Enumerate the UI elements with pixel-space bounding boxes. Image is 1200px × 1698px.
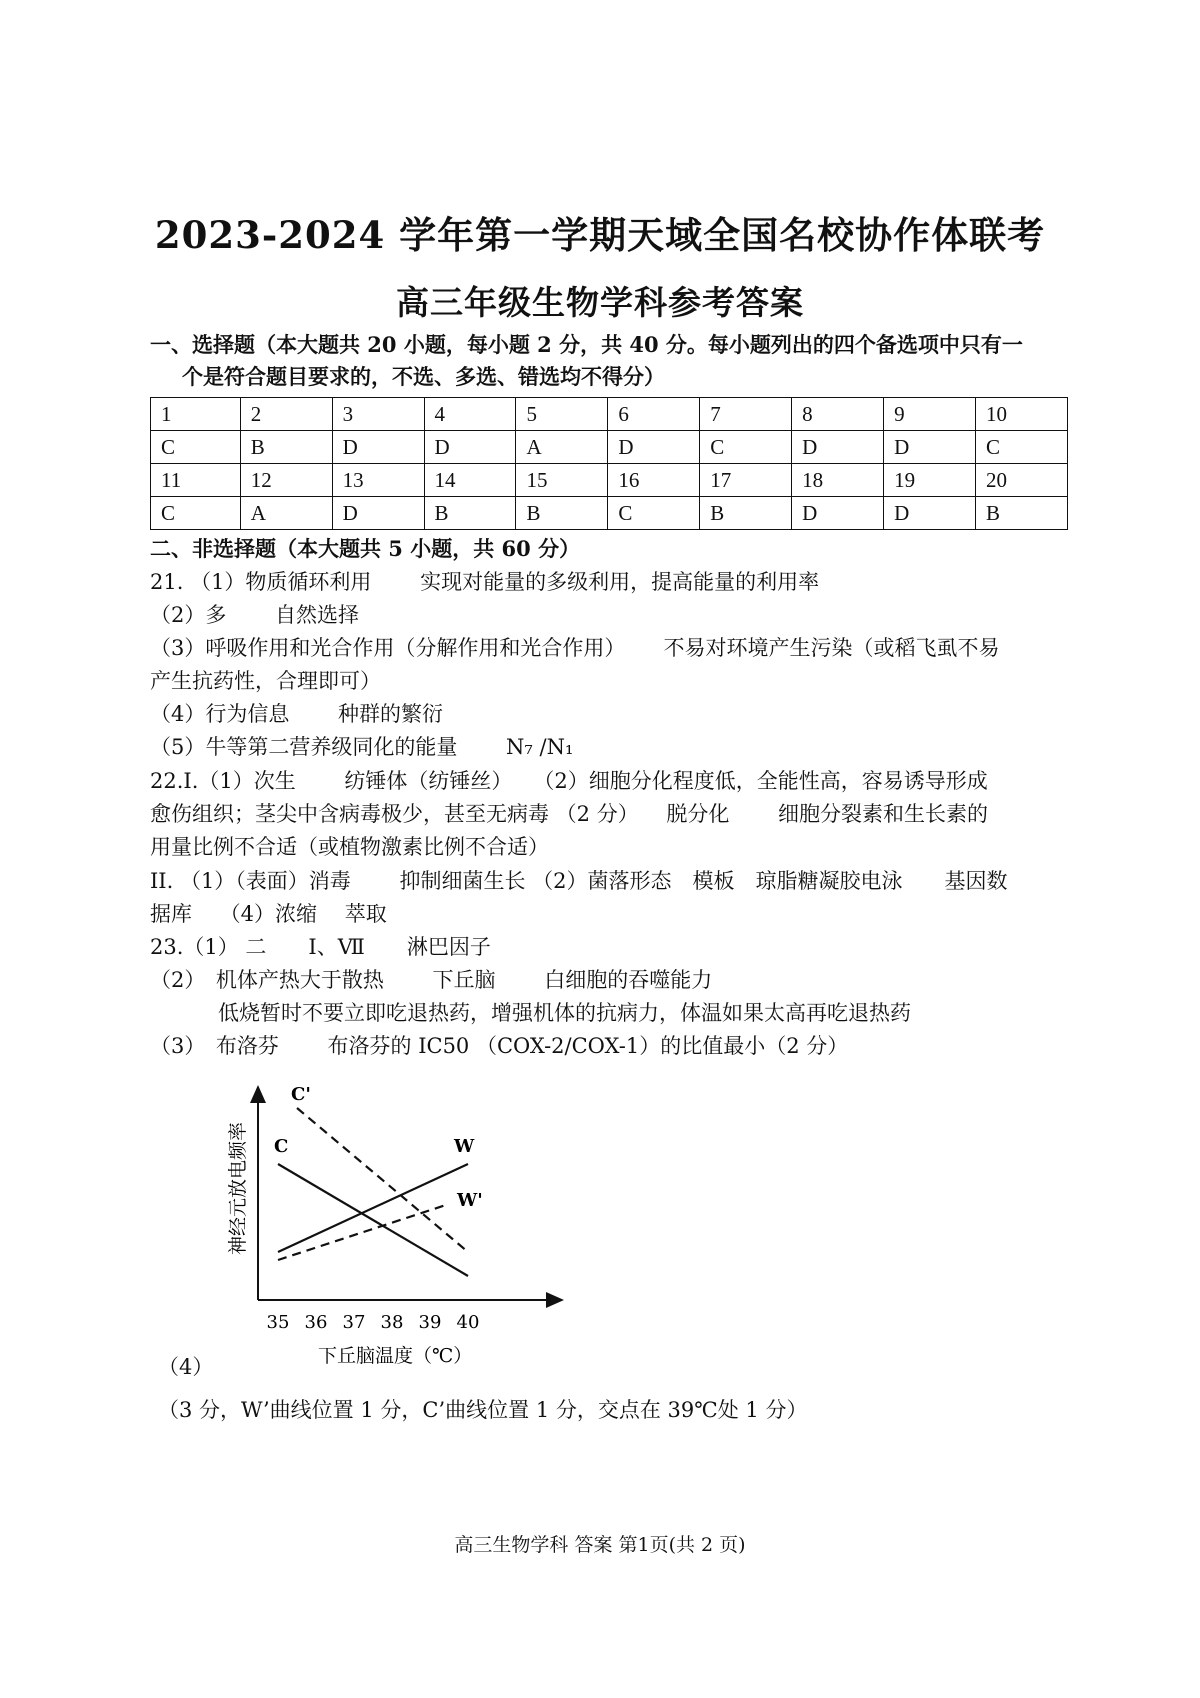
answer-23-4-label: （4）	[158, 1355, 214, 1379]
table-cell: D	[792, 497, 884, 530]
table-cell: B	[975, 497, 1067, 530]
page-footer: 高三生物学科 答案 第1页(共 2 页)	[454, 1534, 746, 1556]
answer-22-1: 22.Ⅰ.（1）次生 纺锤体（纺锤丝） （2）细胞分化程度低，全能性高，容易诱导形成	[150, 769, 988, 793]
table-cell: 16	[608, 464, 700, 497]
table-cell: 11	[151, 464, 241, 497]
y-axis-label: 神经元放电频率	[227, 1121, 249, 1255]
table-cell: 1	[151, 398, 241, 431]
table-cell: 9	[884, 398, 976, 431]
answer-23-2: （2） 机体产热大于散热 下丘脑 白细胞的吞噬能力	[150, 968, 713, 992]
table-cell: 15	[516, 464, 608, 497]
table-cell: B	[516, 497, 608, 530]
answer-22-II-1: II. （1）（表面）消毒 抑制细菌生长 （2）菌落形态 模板 琼脂糖凝胶电泳 基因数	[150, 869, 1008, 893]
table-cell: D	[332, 431, 424, 464]
table-cell: D	[332, 497, 424, 530]
answer-23-1: 23.（1） 二 Ⅰ、Ⅶ 淋巴因子	[150, 935, 491, 959]
table-cell: 3	[332, 398, 424, 431]
series-line	[278, 1164, 468, 1276]
x-tick-label: 36	[304, 1312, 328, 1333]
table-cell: 8	[792, 398, 884, 431]
table-cell: 4	[424, 398, 516, 431]
table-cell: A	[240, 497, 332, 530]
x-tick-label: 35	[266, 1312, 290, 1333]
table-cell: C	[608, 497, 700, 530]
table-cell: 14	[424, 464, 516, 497]
answer-22-3: 用量比例不合适（或植物激素比例不合适）	[150, 835, 549, 859]
x-tick-label: 37	[342, 1312, 366, 1333]
answer-21-4: （4）行为信息 种群的繁衍	[150, 702, 444, 726]
table-cell: 19	[884, 464, 976, 497]
series-label: C'	[291, 1084, 311, 1105]
answer-23-4-note: （3 分，W’曲线位置 1 分，C’曲线位置 1 分，交点在 39℃处 1 分）	[158, 1398, 808, 1422]
answer-table	[150, 397, 1068, 530]
x-tick-label: 38	[380, 1312, 404, 1333]
answer-21-5: （5）牛等第二营养级同化的能量 N₇ /N₁	[150, 735, 574, 759]
answer-23-2-cont: 低烧暂时不要立即吃退热药，增强机体的抗病力，体温如果太高再吃退热药	[218, 1001, 911, 1025]
table-cell: 17	[700, 464, 792, 497]
table-row-numbers	[151, 464, 1068, 497]
section1-heading-line1: 一、选择题（本大题共 20 小题，每小题 2 分，共 40 分。每小题列出的四个备选项中只有一	[150, 332, 1023, 357]
x-tick-label: 40	[456, 1312, 480, 1333]
section1-heading-line2: 个是符合题目要求的，不选、多选、错选均不得分）	[182, 364, 665, 389]
table-cell: 18	[792, 464, 884, 497]
answer-21-1: 21. （1）物质循环利用 实现对能量的多级利用，提高能量的利用率	[150, 570, 820, 594]
table-cell: 6	[608, 398, 700, 431]
answer-21-2: （2）多 自然选择	[150, 603, 360, 627]
series-lines	[274, 1084, 483, 1276]
table-row-answers	[151, 497, 1068, 530]
table-cell: D	[884, 431, 976, 464]
x-axis-label: 下丘脑温度（℃）	[318, 1345, 473, 1367]
series-label: W	[454, 1136, 475, 1157]
answer-22-2: 愈伤组织；茎尖中含病毒极少，甚至无病毒 （2 分） 脱分化 细胞分裂素和生长素的	[150, 802, 989, 826]
table-cell: C	[151, 431, 241, 464]
answer-21-3: （3）呼吸作用和光合作用（分解作用和光合作用） 不易对环境产生污染（或稻飞虱不易	[150, 636, 1000, 660]
page-subtitle: 高三年级生物学科参考答案	[396, 283, 804, 322]
table-cell: 12	[240, 464, 332, 497]
answer-23-3: （3） 布洛芬 布洛芬的 IC50 （COX-2/COX-1）的比值最小（2 分）	[150, 1034, 849, 1058]
table-cell: 5	[516, 398, 608, 431]
x-tick-label: 39	[418, 1312, 442, 1333]
table-cell: B	[240, 431, 332, 464]
table-cell: D	[792, 431, 884, 464]
table-cell: B	[424, 497, 516, 530]
series-label: C	[274, 1136, 289, 1157]
table-cell: 20	[975, 464, 1067, 497]
page-title: 2023-2024 学年第一学期天域全国名校协作体联考	[154, 213, 1046, 257]
table-cell: C	[151, 497, 241, 530]
table-cell: B	[700, 497, 792, 530]
table-cell: D	[884, 497, 976, 530]
table-cell: C	[975, 431, 1067, 464]
table-cell: 10	[975, 398, 1067, 431]
table-cell: A	[516, 431, 608, 464]
table-cell: D	[424, 431, 516, 464]
table-cell: 7	[700, 398, 792, 431]
table-row-numbers	[151, 398, 1068, 431]
series-label: W'	[457, 1190, 483, 1211]
x-tick-labels	[267, 1312, 480, 1333]
table-cell: 2	[240, 398, 332, 431]
table-row-answers	[151, 431, 1068, 464]
answer-21-3-cont: 产生抗药性，合理即可）	[150, 669, 381, 693]
table-cell: 13	[332, 464, 424, 497]
table-cell: D	[608, 431, 700, 464]
neuron-firing-chart	[200, 1075, 580, 1375]
answer-22-II-2: 据库 （4）浓缩 萃取	[150, 902, 387, 926]
table-cell: C	[700, 431, 792, 464]
section2-heading: 二、非选择题（本大题共 5 小题，共 60 分）	[150, 536, 581, 561]
